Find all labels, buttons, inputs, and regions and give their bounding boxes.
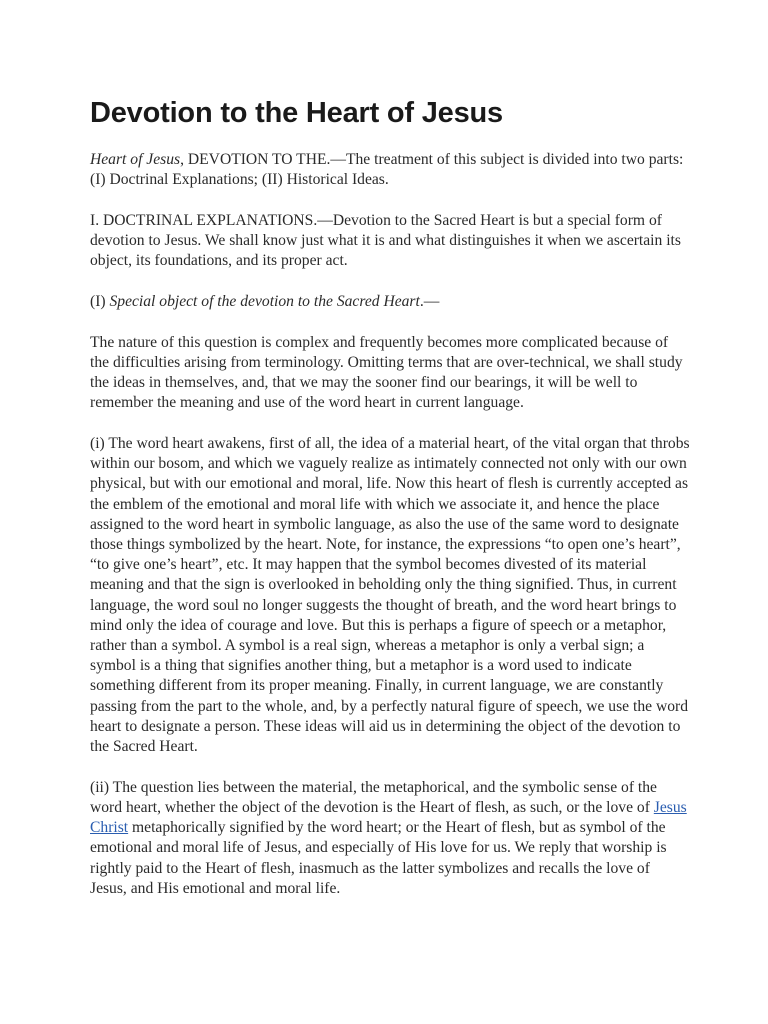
intro-paragraph [90, 150, 690, 190]
paragraph-nature-of-question: The nature of this question is complex and frequently becomes more complicated because of the difficulties arising from terminology. Omitting terms that are over-technical, we shall study the ideas in themselves, and, that we may the sooner find our bearings, it will be well to remember the meaning and use of the word heart in current language. [90, 333, 683, 412]
paragraph-i-word-heart: (i) The word heart awakens, first of all, the idea of a material heart, of the vital organ that throbs within our bosom, and which we vaguely realize as intimately connected not only with our own physical, but with our emotional and moral, life. Now this heart of flesh is currently accepted as the emblem of the emotional and moral life with which we associate it, and hence the place assigned to the word heart in symbolic language, as also the use of the same word to designate those things symbolized by the heart. Note, for instance, the expressions “to open one’s heart”, “to give one’s heart”, etc. It may happen that the symbol becomes divested of its material meaning and that the sign is overlooked in beholding only the thing signified. Thus, in current language, the word soul no longer suggests the thought of breath, and the word heart brings to mind only the idea of courage and love. But this is perhaps a figure of speech or a metaphor, rather than a symbol. A symbol is a real sign, whereas a metaphor is only a verbal sign; a symbol is a thing that signifies another thing, but a metaphor is a word used to indicate something different from its proper meaning. Finally, in current language, we are constantly passing from the part to the whole, and, by a perfectly natural figure of speech, we use the word heart to designate a person. These ideas will aid us in determining the object of the devotion to the Sacred Heart. [90, 435, 690, 756]
subheading-italic: Special object of the devotion to the Sacred Heart [109, 293, 420, 311]
paragraph-ii-question [90, 778, 690, 899]
intro-text: , DEVOTION TO THE.—The treatment of this subject is divided into two parts: (I) Doctrinal Explanations; (II) Historical Ideas. [90, 151, 684, 189]
subheading-suffix: .— [419, 293, 440, 311]
paragraph-ii-text-before: (ii) The question lies between the material, the metaphorical, and the symbolic sense of the word heart, whether the object of the devotion is the Heart of flesh, as such, or the love of [90, 778, 657, 816]
document-title: Devotion to the Heart of Jesus [90, 97, 503, 129]
jesus-christ-link[interactable]: Jesus Christ [90, 798, 687, 837]
subheading-special-object [90, 292, 690, 312]
section-doctrinal-explanations: I. DOCTRINAL EXPLANATIONS.—Devotion to the Sacred Heart is but a special form of devotion to Jesus. We shall know just what it is and what distinguishes it when we ascertain its object, its foundations, and its proper act. [90, 211, 681, 270]
intro-italic-term: Heart of Jesus [90, 151, 181, 168]
paragraph-ii-text-after: metaphorically signified by the word heart; or the Heart of flesh, but as symbol of the emotional and moral life of Jesus, and especially of His love for us. We reply that worship is rightly paid to the Heart of flesh, inasmuch as the latter symbolizes and recalls the love of Jesus, and His emotional and moral life. [90, 819, 667, 897]
subheading-prefix: (I) [90, 293, 110, 311]
document-page [90, 96, 690, 920]
